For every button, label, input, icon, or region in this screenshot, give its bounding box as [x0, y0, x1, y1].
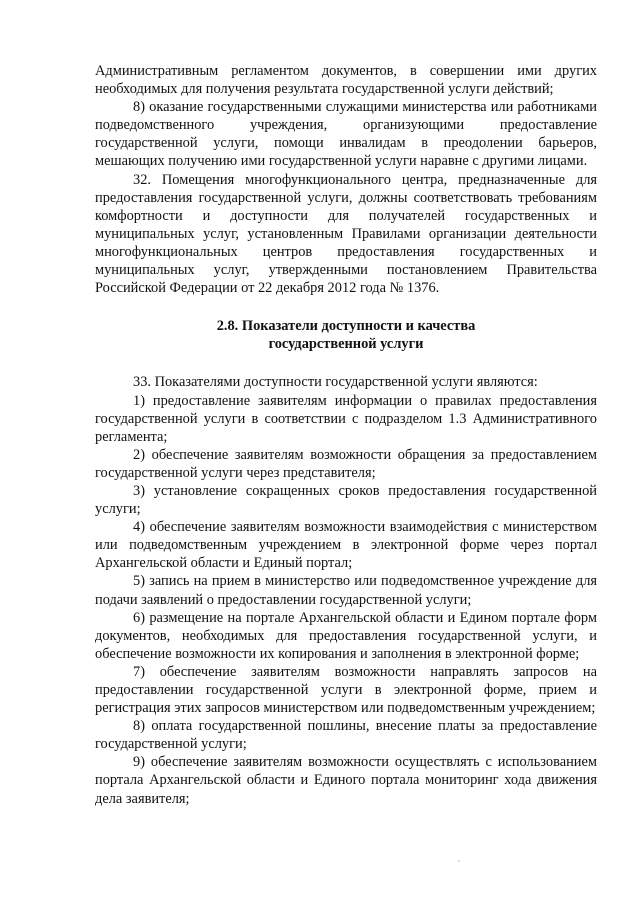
paragraph: Административным регламентом документов, в совершении ими других необходимых для получения результата государственной услуги действий;: [95, 63, 597, 98]
scan-speck: [458, 860, 460, 862]
paragraph: 6) размещение на портале Архангельской области и Едином портале форм документов, необходимых для предоставления государственной услуги, и обеспечение возможности их копирования и заполнения в электронной форме;: [95, 609, 597, 662]
paragraph: 4) обеспечение заявителям возможности взаимодействия с министерством или подведомственным учреждением в электронной форме через портал Архангельской области и Единый портал;: [95, 519, 597, 572]
paragraphs-after-heading: [95, 373, 597, 807]
paragraph: 1) предоставление заявителям информации о правилах предоставления государственной услуги в соответствии с подразделом 1.3 Административного регламента;: [95, 392, 597, 445]
paragraph: 9) обеспечение заявителям возможности осуществлять с использованием портала Архангельской области и Единого портала мониторинг хода движения дела заявителя;: [95, 754, 597, 807]
paragraph: 2) обеспечение заявителям возможности обращения за предоставлением государственной услуги через представителя;: [95, 446, 597, 481]
paragraph: 3) установление сокращенных сроков предоставления государственной услуги;: [95, 482, 597, 518]
paragraph: 5) запись на прием в министерство или подведомственное учреждение для подачи заявлений о предоставлении государственной услуги;: [95, 573, 597, 608]
document-body: [95, 62, 597, 808]
paragraph: 33. Показателями доступности государственной услуги являются:: [133, 374, 538, 391]
paragraph: 8) оплата государственной пошлины, внесение платы за предоставление государственной услуги;: [95, 718, 597, 753]
paragraphs-before-heading: [95, 62, 597, 297]
section-heading: [95, 317, 597, 353]
paragraph: 7) обеспечение заявителям возможности направлять запросов на предоставлении государственной услуги в электронной форме, прием и регистрация этих запросов министерством или подведомственным учреждением;: [95, 663, 597, 717]
section-heading-line-1: 2.8. Показатели доступности и качества: [216, 318, 476, 335]
paragraph: 32. Помещения многофункционального центра, предназначенные для предоставления государственной услуги, должны соответствовать требованиям комфортности и доступности для получателей государственных и муниципальных услуг, установленным Правилами организации деятельности многофункциональных центров предоставления государственных и муниципальных услуг, утвержденными постановлением Правительства Российской Федерации от 22 декабря 2012 года № 1376.: [95, 171, 597, 297]
paragraph: 8) оказание государственными служащими министерства или работниками подведомственного учреждения, организующими предоставление государственной услуги, помощи инвалидам в преодолении барьеров, мешающих получению ими государственной услуги наравне с другими лицами.: [95, 99, 597, 170]
section-heading-line-2: государственной услуги: [268, 336, 424, 353]
